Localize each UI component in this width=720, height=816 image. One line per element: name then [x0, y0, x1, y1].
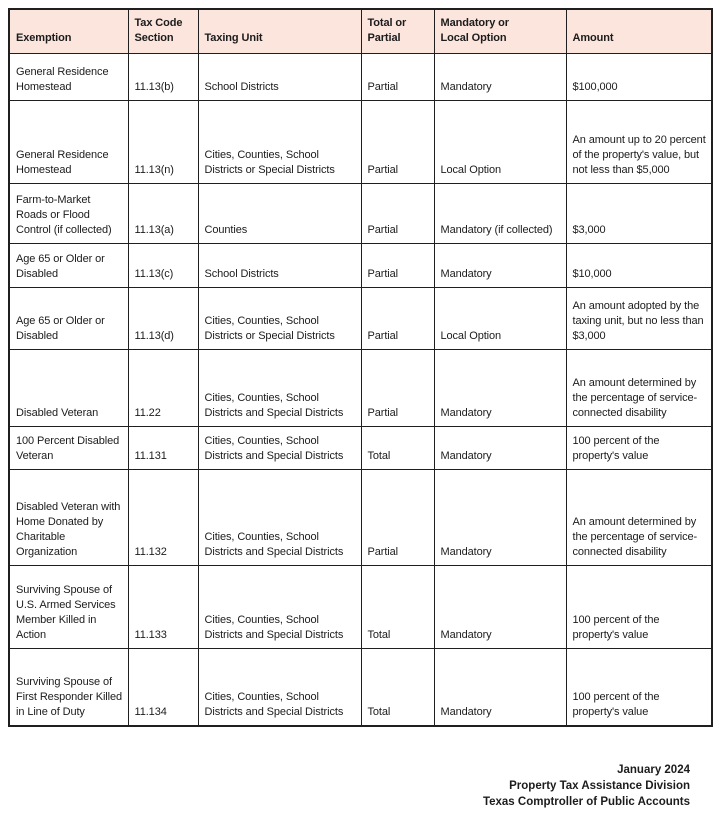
cell-exemption: Disabled Veteran: [9, 349, 128, 426]
cell-section: 11.131: [128, 426, 198, 469]
col-header-amount: Amount: [566, 9, 712, 53]
cell-amount: $100,000: [566, 53, 712, 100]
cell-total-partial: Total: [361, 648, 434, 726]
cell-exemption: General Residence Homestead: [9, 53, 128, 100]
cell-exemption: Surviving Spouse of First Responder Killed in Line of Duty: [9, 648, 128, 726]
cell-exemption: General Residence Homestead: [9, 100, 128, 183]
cell-unit: Cities, Counties, School Districts and Special Districts: [198, 426, 361, 469]
cell-mandatory: Mandatory: [434, 349, 566, 426]
table-row: [9, 426, 712, 469]
col-header-mandatory-or-local-option: [434, 9, 566, 53]
col-header-taxing-unit: Taxing Unit: [198, 9, 361, 53]
cell-unit: Cities, Counties, School Districts or Special Districts: [198, 100, 361, 183]
footer-division: Property Tax Assistance Division: [509, 780, 690, 792]
cell-exemption: Age 65 or Older or Disabled: [9, 243, 128, 287]
cell-amount: An amount up to 20 percent of the property's value, but not less than $5,000: [566, 100, 712, 183]
cell-mandatory: Mandatory: [434, 426, 566, 469]
cell-total-partial: Partial: [361, 287, 434, 349]
cell-unit: Cities, Counties, School Districts and Special Districts: [198, 648, 361, 726]
cell-mandatory: Mandatory: [434, 53, 566, 100]
cell-total-partial: Partial: [361, 183, 434, 243]
cell-mandatory: Mandatory: [434, 565, 566, 648]
cell-mandatory: Mandatory (if collected): [434, 183, 566, 243]
cell-amount: An amount adopted by the taxing unit, but no less than $3,000: [566, 287, 712, 349]
cell-section: 11.132: [128, 469, 198, 565]
table-row: [9, 648, 712, 726]
cell-total-partial: Partial: [361, 349, 434, 426]
cell-section: 11.133: [128, 565, 198, 648]
table-row: [9, 183, 712, 243]
cell-amount: $3,000: [566, 183, 712, 243]
cell-unit: Cities, Counties, School Districts or Special Districts: [198, 287, 361, 349]
cell-exemption: Age 65 or Older or Disabled: [9, 287, 128, 349]
footer-agency: Texas Comptroller of Public Accounts: [482, 796, 690, 808]
table-row: [9, 243, 712, 287]
cell-section: 11.134: [128, 648, 198, 726]
cell-exemption: Farm-to-Market Roads or Flood Control (if collected): [9, 183, 128, 243]
cell-total-partial: Partial: [361, 469, 434, 565]
col-header-total-or-partial: Total or Partial: [361, 9, 434, 53]
cell-exemption: 100 Percent Disabled Veteran: [9, 426, 128, 469]
cell-mandatory: Local Option: [434, 287, 566, 349]
cell-total-partial: Partial: [361, 243, 434, 287]
cell-exemption: Surviving Spouse of U.S. Armed Services Member Killed in Action: [9, 565, 128, 648]
cell-total-partial: Total: [361, 565, 434, 648]
cell-section: 11.22: [128, 349, 198, 426]
cell-mandatory: Mandatory: [434, 469, 566, 565]
cell-amount: An amount determined by the percentage of service-connected disability: [566, 349, 712, 426]
cell-total-partial: Total: [361, 426, 434, 469]
cell-mandatory: Mandatory: [434, 243, 566, 287]
cell-unit: Cities, Counties, School Districts and Special Districts: [198, 349, 361, 426]
cell-section: 11.13(n): [128, 100, 198, 183]
cell-section: 11.13(b): [128, 53, 198, 100]
cell-unit: School Districts: [198, 53, 361, 100]
cell-unit: Cities, Counties, School Districts and Special Districts: [198, 469, 361, 565]
cell-amount: $10,000: [566, 243, 712, 287]
table-row: [9, 469, 712, 565]
cell-section: 11.13(a): [128, 183, 198, 243]
exemptions-table: [8, 8, 713, 727]
header-row: [9, 9, 712, 53]
table-row: [9, 349, 712, 426]
cell-amount: 100 percent of the property's value: [566, 648, 712, 726]
footer-credits: [483, 762, 690, 810]
cell-section: 11.13(d): [128, 287, 198, 349]
cell-mandatory: Local Option: [434, 100, 566, 183]
cell-unit: Counties: [198, 183, 361, 243]
cell-section: 11.13(c): [128, 243, 198, 287]
cell-amount: 100 percent of the property's value: [566, 565, 712, 648]
col-header-mandatory-label: Mandatory or Local Option: [440, 16, 509, 44]
table-row: [9, 100, 712, 183]
table-row: [9, 53, 712, 100]
col-header-tax-code-section: Tax Code Section: [128, 9, 198, 53]
cell-total-partial: Partial: [361, 100, 434, 183]
cell-exemption: Disabled Veteran with Home Donated by Charitable Organization: [9, 469, 128, 565]
footer-date: January 2024: [617, 764, 690, 776]
cell-mandatory: Mandatory: [434, 648, 566, 726]
cell-amount: An amount determined by the percentage of service-connected disability: [566, 469, 712, 565]
table-row: [9, 287, 712, 349]
cell-total-partial: Partial: [361, 53, 434, 100]
cell-unit: Cities, Counties, School Districts and Special Districts: [198, 565, 361, 648]
cell-amount: 100 percent of the property's value: [566, 426, 712, 469]
table-row: [9, 565, 712, 648]
col-header-exemption: Exemption: [9, 9, 128, 53]
cell-unit: School Districts: [198, 243, 361, 287]
